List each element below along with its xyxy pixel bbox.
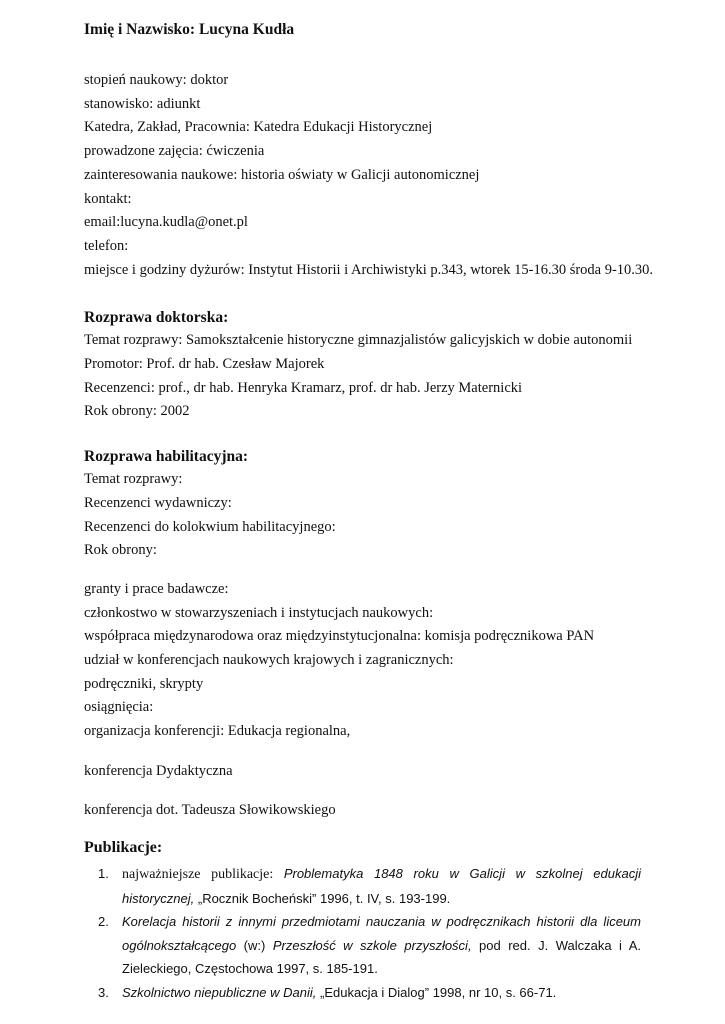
document-title: Imię i Nazwisko: Lucyna Kudła xyxy=(84,21,295,38)
pub-1-source: „Rocznik Bocheński” 1996, t. IV, s. 193-199. xyxy=(194,890,451,906)
line-contact: kontakt: xyxy=(84,190,132,207)
activities-block xyxy=(84,578,641,744)
line-conference-slowikowski: konferencja dot. Tadeusza Słowikowskiego xyxy=(84,801,336,818)
line-department: Katedra, Zakład, Pracownia: Katedra Edukacji Historycznej xyxy=(84,119,433,136)
line-doctoral-year: Rok obrony: 2002 xyxy=(84,403,190,420)
pub-2-source: pod red. J. Walczaka i A. Zieleckiego, Częstochowa 1997, s. 185-191. xyxy=(122,937,641,977)
publication-item-1 xyxy=(122,862,641,910)
line-doctoral-reviewers: Recenzenci: prof., dr hab. Henryka Kramarz, prof. dr hab. Jerzy Maternicki xyxy=(84,379,523,396)
pub-2-in: (w:) xyxy=(236,937,273,953)
line-office-hours: miejsce i godziny dyżurów: Instytut Historii i Archiwistyki p.343, wtorek 15-16.30 środa 9-10.30. xyxy=(84,261,654,278)
line-doctoral-topic: Temat rozprawy: Samokształcenie historyczne gimnazjalistów galicyjskich w dobie autonomii xyxy=(84,332,633,349)
line-habil-colloquium-reviewers: Recenzenci do kolokwium habilitacyjnego: xyxy=(84,518,336,535)
line-conference-organization: organizacja konferencji: Edukacja regionalna, xyxy=(84,723,351,740)
line-classes: prowadzone zajęcia: ćwiczenia xyxy=(84,143,265,160)
line-textbooks: podręczniki, skrypty xyxy=(84,675,204,692)
pub-2-title: Korelacja historii z innymi przedmiotami nauczania w podręcznikach historii dla liceum ogólnokształcącego xyxy=(122,914,641,953)
line-academic-degree: stopień naukowy: doktor xyxy=(84,72,229,88)
pub-3-source: „Edukacja i Dialog” 1998, nr 10, s. 66-71. xyxy=(316,984,557,1000)
line-habil-publishing-reviewers: Recenzenci wydawniczy: xyxy=(84,494,232,511)
line-habil-year: Rok obrony: xyxy=(84,542,157,559)
line-doctoral-promoter: Promotor: Prof. dr hab. Czesław Majorek xyxy=(84,356,325,373)
line-research-interests: zainteresowania naukowe: historia oświaty w Galicji autonomicznej xyxy=(84,166,480,183)
publication-item-3 xyxy=(122,981,641,1005)
pub-2-volume-title: Przeszłość w szkole przyszłości, xyxy=(272,937,472,953)
line-habil-topic: Temat rozprawy: xyxy=(84,471,183,488)
pub-1-label: najważniejsze publikacje: xyxy=(122,867,284,883)
personal-info-block xyxy=(84,69,654,282)
pub-3-title: Szkolnictwo niepubliczne w Danii, xyxy=(122,984,317,1000)
line-achievements: osiągnięcia: xyxy=(84,699,154,716)
line-memberships: członkostwo w stowarzyszeniach i instytucjach naukowych: xyxy=(84,604,434,621)
publications-list xyxy=(84,862,641,1004)
publication-item-2 xyxy=(122,910,641,981)
heading-habilitation-thesis: Rozprawa habilitacyjna: xyxy=(84,448,249,466)
line-cooperation: współpraca międzynarodowa oraz międzyinstytucjonalna: komisja podręcznikowa PAN xyxy=(84,628,595,645)
line-phone: telefon: xyxy=(84,237,129,254)
heading-doctoral-thesis: Rozprawa doktorska: xyxy=(84,309,229,327)
line-grants: granty i prace badawcze: xyxy=(84,580,229,597)
heading-publications: Publikacje: xyxy=(84,839,163,857)
line-conferences: udział w konferencjach naukowych krajowych i zagranicznych: xyxy=(84,652,454,669)
habilitation-thesis-block xyxy=(84,468,641,563)
pub-1-title: Problematyka 1848 roku w Galicji w szkolnej edukacji historycznej, xyxy=(122,866,641,906)
line-conference-didactic: konferencja Dydaktyczna xyxy=(84,762,233,779)
line-position: stanowisko: adiunkt xyxy=(84,95,201,112)
line-email: email:lucyna.kudla@onet.pl xyxy=(84,214,248,231)
doctoral-thesis-block xyxy=(84,329,641,424)
